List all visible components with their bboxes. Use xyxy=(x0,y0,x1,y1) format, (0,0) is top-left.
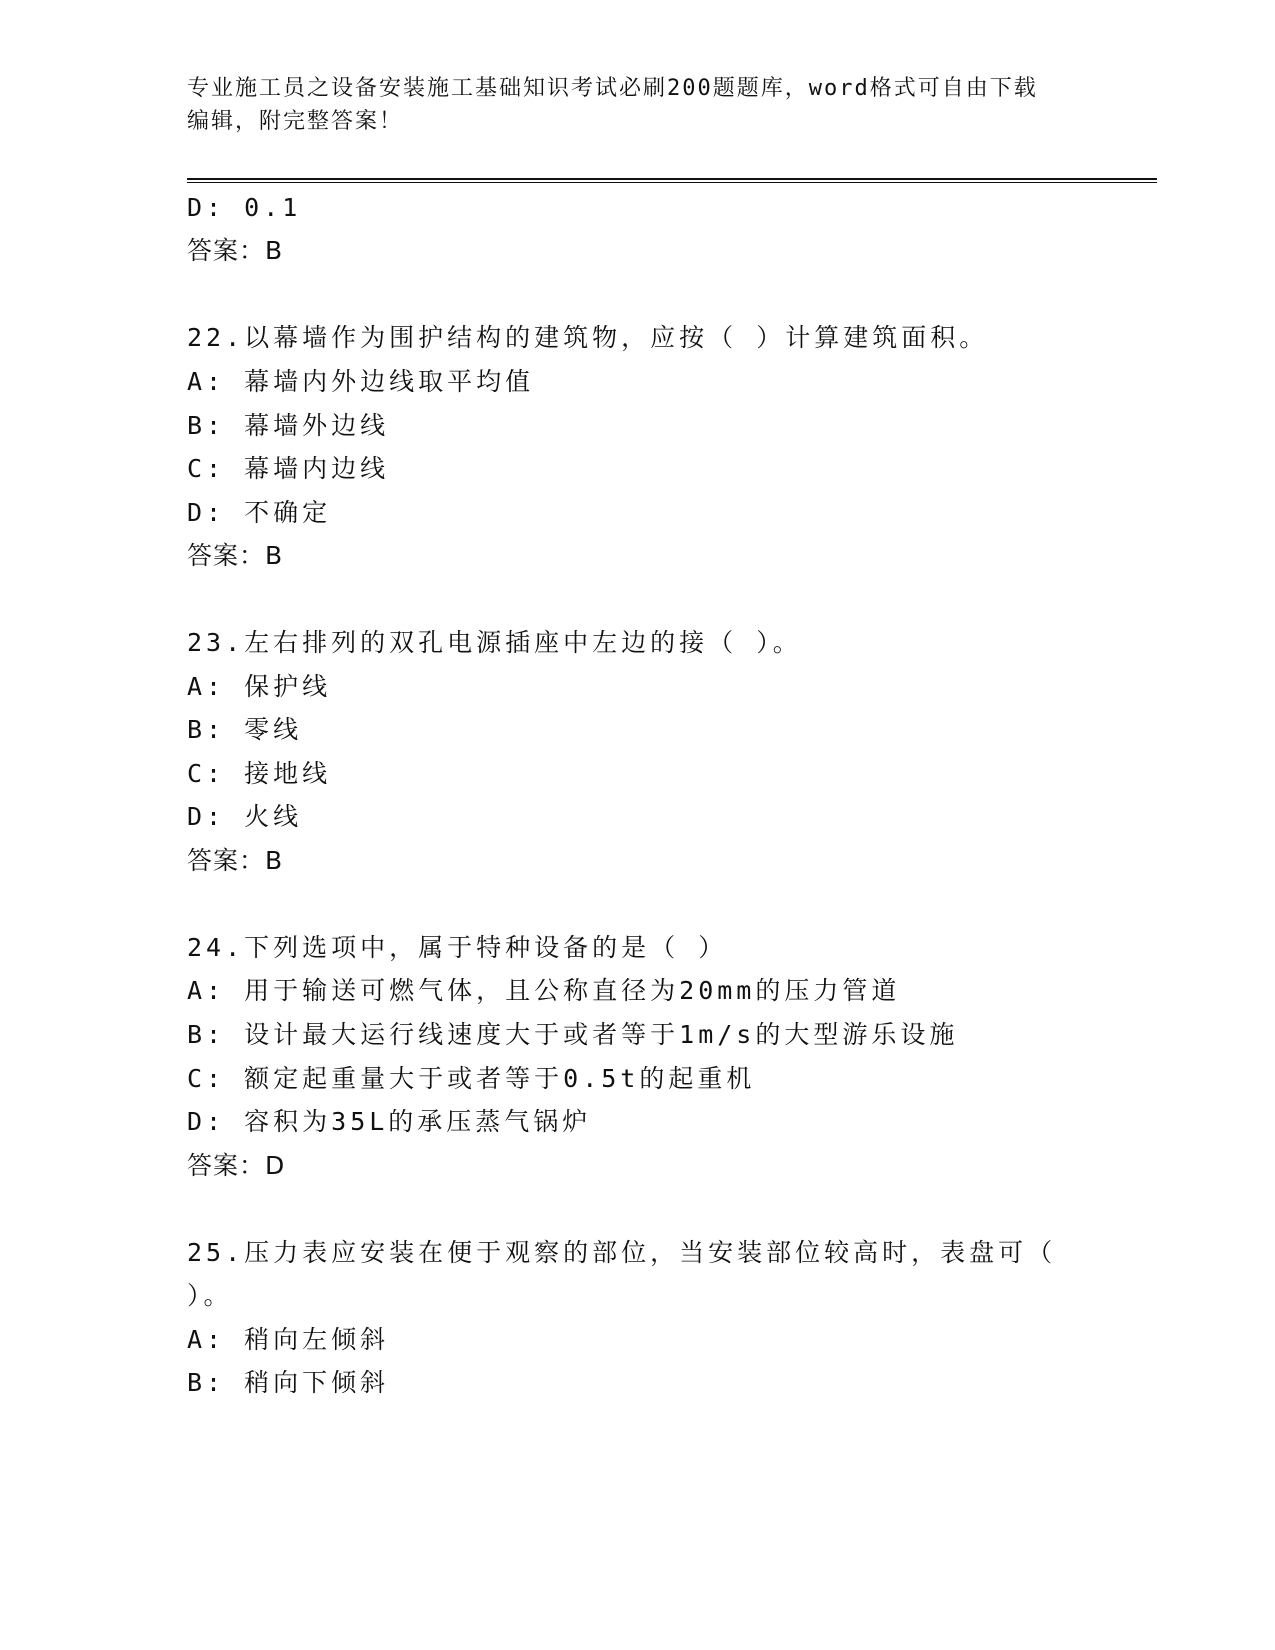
question-25-option-a: A: 稍向左倾斜 xyxy=(187,1325,390,1354)
question-25-stem-line-1: 25.压力表应安装在便于观察的部位，当安装部位较高时，表盘可（ xyxy=(187,1238,1057,1267)
question-24-option-b: B: 设计最大运行线速度大于或者等于1m/s的大型游乐设施 xyxy=(187,1020,959,1049)
question-22-option-c: C: 幕墙内边线 xyxy=(187,454,390,483)
question-22-option-b: B: 幕墙外边线 xyxy=(187,411,390,440)
question-23-option-d: D: 火线 xyxy=(187,802,303,831)
header-line-2: 编辑，附完整答案！ xyxy=(187,109,404,134)
question-23-option-a: A: 保护线 xyxy=(187,672,332,701)
question-23-option-c: C: 接地线 xyxy=(187,759,332,788)
question-22-option-a: A: 幕墙内外边线取平均值 xyxy=(187,367,535,396)
question-25-stem-line-2: ）。 xyxy=(187,1281,233,1310)
header-divider-thick xyxy=(187,178,1157,180)
question-25-option-b: B: 稍向下倾斜 xyxy=(187,1368,390,1397)
question-22-answer: 答案：B xyxy=(187,541,284,570)
question-24-option-d: D: 容积为35L的承压蒸气锅炉 xyxy=(187,1107,592,1136)
question-23-answer: 答案：B xyxy=(187,846,284,875)
header-line-1: 专业施工员之设备安装施工基础知识考试必刷200题题库，word格式可自由下载 xyxy=(187,76,1038,101)
question-23-stem: 23.左右排列的双孔电源插座中左边的接（ ）。 xyxy=(187,628,802,657)
question-24-answer: 答案：D xyxy=(187,1151,286,1180)
document-header xyxy=(187,72,1087,138)
question-22-stem: 22.以幕墙作为围护结构的建筑物，应按（ ）计算建筑面积。 xyxy=(187,323,989,352)
question-23-option-b: B: 零线 xyxy=(187,715,303,744)
question-22-option-d: D: 不确定 xyxy=(187,498,332,527)
question-24-option-a: A: 用于输送可燃气体，且公称直径为20mm的压力管道 xyxy=(187,976,901,1005)
prev-option-d: D: 0.1 xyxy=(187,193,302,222)
question-24-stem: 24.下列选项中，属于特种设备的是（ ） xyxy=(187,933,728,962)
question-24-option-c: C: 额定起重量大于或者等于0.5t的起重机 xyxy=(187,1064,756,1093)
prev-answer: 答案：B xyxy=(187,236,284,265)
header-divider-thin xyxy=(187,182,1157,183)
